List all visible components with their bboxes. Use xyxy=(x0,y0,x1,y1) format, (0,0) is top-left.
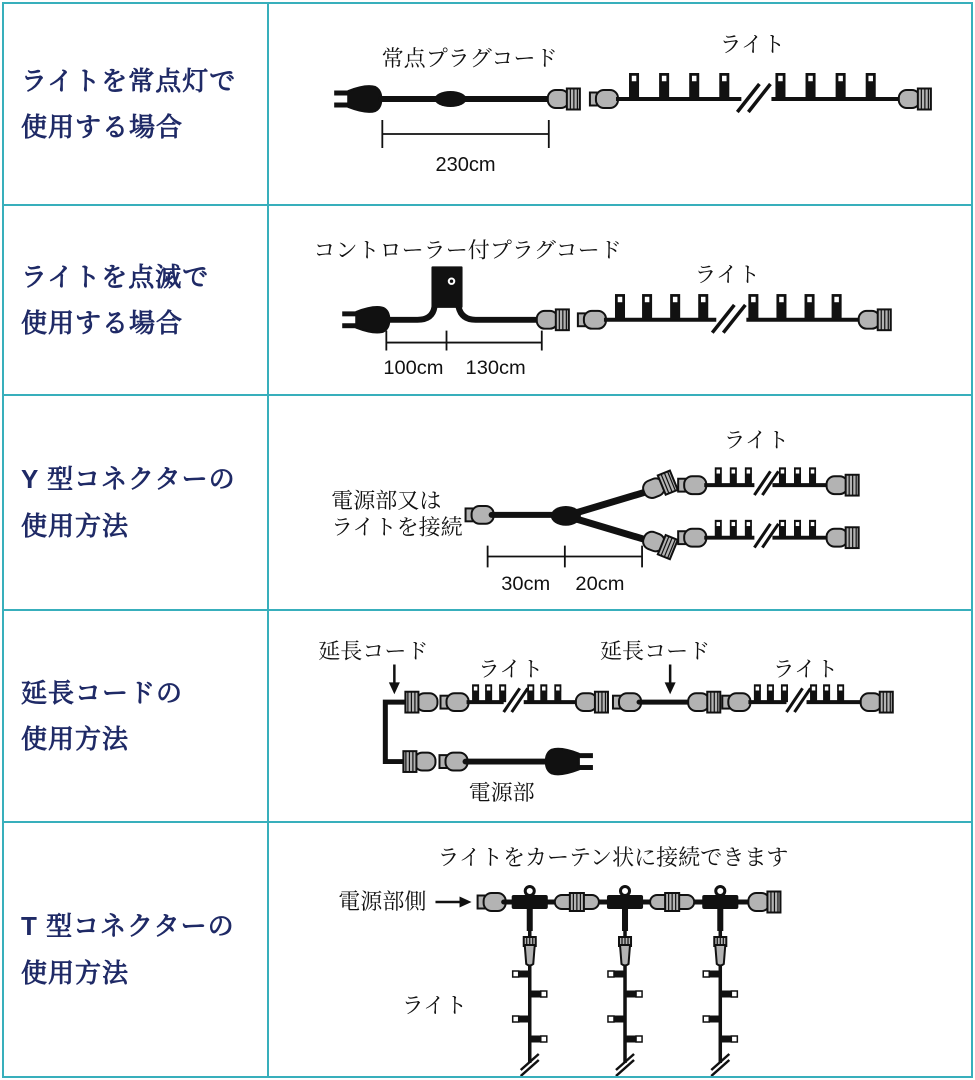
light-string xyxy=(722,684,892,712)
row-t-connector xyxy=(4,823,971,1076)
light-label: ライト xyxy=(477,656,544,682)
row-label-cell xyxy=(4,206,269,394)
extension-label: 延長コード xyxy=(599,638,711,664)
light-string xyxy=(590,73,931,112)
cord-label: コントローラー付プラグコード xyxy=(313,237,622,263)
plug-icon xyxy=(334,86,381,112)
row-blinking xyxy=(4,206,971,396)
curtain-main-line xyxy=(478,887,781,932)
plug-cord xyxy=(389,307,434,320)
row-label-line: 延長コードの xyxy=(21,677,184,708)
break-mark xyxy=(712,305,745,333)
row-label-cell xyxy=(4,396,269,609)
row-label-line: ライトを常点灯で xyxy=(21,65,237,96)
connector-pair-icon xyxy=(650,893,694,911)
extension-label: 延長コード xyxy=(318,638,429,664)
row-label-line: 使用方法 xyxy=(21,724,130,754)
light-label: ライト xyxy=(772,656,839,682)
row-label-cell xyxy=(4,823,269,1076)
diagram-y-connector xyxy=(269,396,971,609)
diagram-constant-plug-cord xyxy=(269,4,971,204)
row-extension-cord xyxy=(4,611,971,823)
light-label: ライト xyxy=(694,262,761,288)
fuse-holder xyxy=(434,91,466,107)
power-side-label: 電源部側 xyxy=(338,889,427,914)
diagram-svg xyxy=(269,611,971,821)
light-label: ライト xyxy=(401,993,468,1018)
right-arrow-icon xyxy=(435,897,471,908)
y-connector xyxy=(466,471,678,560)
row-y-connector xyxy=(4,396,971,611)
light-string xyxy=(678,520,859,548)
light-label: ライト xyxy=(719,32,786,57)
note-label: ライトをカーテン状に接続できます xyxy=(437,845,789,870)
row-label-line: 使用方法 xyxy=(21,957,130,988)
light-string xyxy=(440,684,607,712)
diagram-svg xyxy=(269,206,971,394)
row-label-line: T 型コネクターの xyxy=(21,911,235,942)
measure-line xyxy=(488,546,642,568)
row-label-line: 使用方法 xyxy=(21,510,130,541)
length-label: 130cm xyxy=(465,357,526,380)
light-label: ライト xyxy=(723,427,790,453)
plug-cord xyxy=(459,307,538,320)
connect-label: 電源部又は xyxy=(331,488,442,513)
down-arrow-icon xyxy=(665,664,676,694)
power-cord xyxy=(403,749,593,775)
plug-icon xyxy=(342,307,389,333)
diagram-extension-cord xyxy=(269,611,971,821)
connector-icon xyxy=(548,89,580,110)
instruction-table xyxy=(2,2,973,1078)
cord-label: 常点プラグコード xyxy=(381,46,558,71)
controller-box xyxy=(431,266,462,308)
diagram-t-connector xyxy=(269,823,971,1076)
measure-line xyxy=(382,120,548,148)
row-label-cell xyxy=(4,4,269,204)
down-arrow-icon xyxy=(389,664,400,694)
measure-line xyxy=(386,331,541,351)
row-constant-lighting xyxy=(4,4,971,206)
plug-icon xyxy=(546,749,593,775)
light-drop xyxy=(703,923,737,1076)
light-string xyxy=(578,294,891,333)
power-label: 電源部 xyxy=(468,780,535,806)
length-label: 30cm xyxy=(501,573,551,596)
row-label-cell xyxy=(4,611,269,821)
diagram-controller-plug-cord xyxy=(269,206,971,394)
row-label-line: 使用する場合 xyxy=(21,308,184,338)
diagram-svg xyxy=(269,4,971,204)
connector-icon xyxy=(537,309,569,330)
break-mark xyxy=(754,524,778,548)
row-label-line: 使用する場合 xyxy=(21,112,184,142)
connect-label: ライトを接続 xyxy=(331,514,463,540)
length-label: 20cm xyxy=(575,573,625,596)
row-label-line: Y 型コネクターの xyxy=(21,464,236,495)
break-mark xyxy=(737,84,770,112)
light-drop xyxy=(513,923,547,1076)
light-string xyxy=(678,467,859,495)
row-label-line: ライトを点滅で xyxy=(21,261,210,292)
diagram-svg xyxy=(269,396,971,609)
diagram-svg xyxy=(269,823,971,1076)
light-drop xyxy=(608,923,642,1076)
mid-extension-cord xyxy=(613,692,720,713)
length-label: 100cm xyxy=(383,357,444,380)
connector-pair-icon xyxy=(555,893,599,911)
length-label: 230cm xyxy=(435,154,496,176)
